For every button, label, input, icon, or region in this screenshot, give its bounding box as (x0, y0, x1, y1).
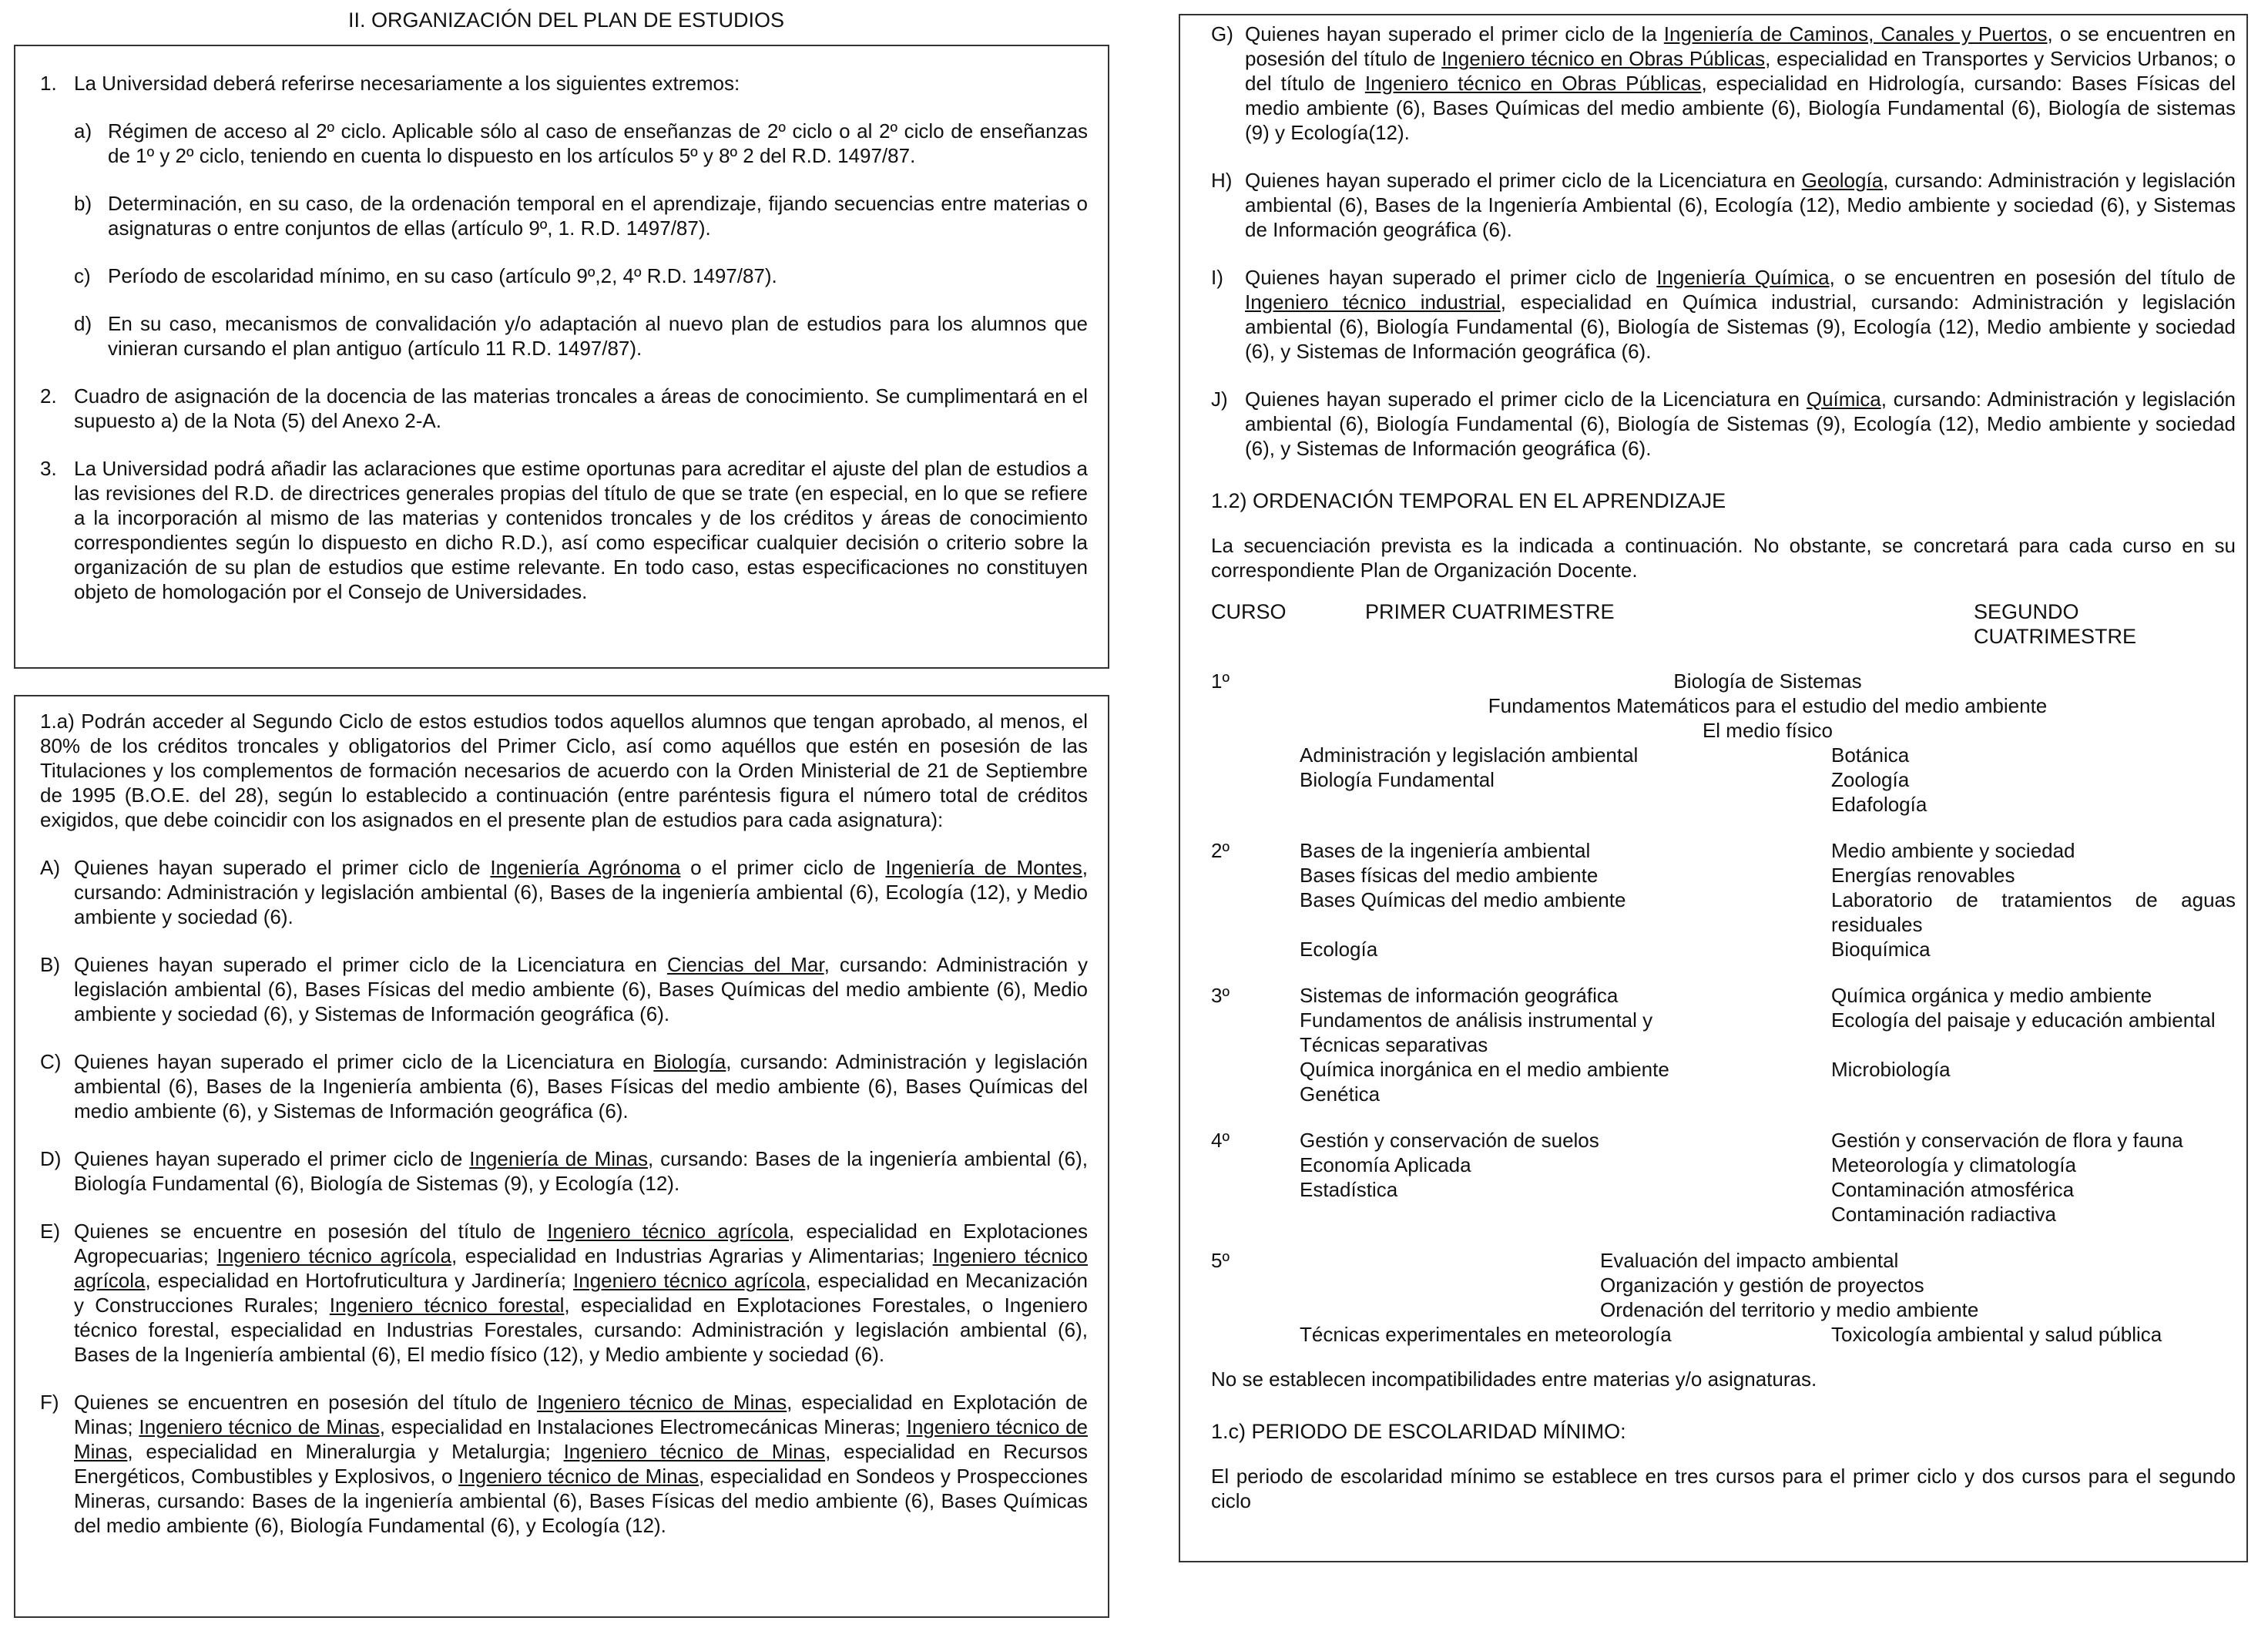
year-1: 1º Biología de Sistemas Fundamentos Matemáticos para el estudio del medio ambiente El medio físico Administración y legislación ambiental Biología Fundamental Botánica Zoología Edafología (1211, 669, 2048, 816)
condition-c: C) Quienes hayan superado el primer ciclo de la Licenciatura en Biología, cursando: Administración y legislación ambiental (6), Bases de la Ingeniería ambienta (6), Bases Físicas del medio ambiente (6), Bases Químicas del medio ambiente (6), y Sistemas de Información geográfica (6). (40, 1050, 1088, 1123)
escolaridad-text: El periodo de escolaridad mínimo se establece en tres cursos para el primer ciclo y dos cursos para el segundo ciclo (1211, 1465, 2236, 1512)
access-conditions (40, 709, 1088, 1538)
section-heading-escolaridad: 1.c) PERIODO DE ESCOLARIDAD MÍNIMO: (1211, 1420, 1626, 1443)
right-column (1211, 22, 2236, 1513)
condition-j: J) Quienes hayan superado el primer ciclo de la Licenciatura en Química, cursando: Administración y legislación ambiental (6), Biología Fundamental (6), Biología de Sistemas (9), Ecología (12), Medio ambiente y sociedad (6), y Sistemas de Información geográfica (6). (1211, 388, 2236, 460)
condition-a: A) Quienes hayan superado el primer ciclo de Ingeniería Agrónoma o el primer ciclo de Ingeniería de Montes, cursando: Administración y legislación ambiental (6), Bases de la ingeniería ambiental (6), Ecología (12), y Medio ambiente y sociedad (6). (40, 856, 1088, 928)
year-3: 3º Sistemas de información geográfica Química orgánica y medio ambiente Fundamentos de análisis instrumental y Técnicas separativas Ecología del paisaje y educación ambiental Química inorgánica en el medio ambiente Microbiología Genética (1211, 984, 2216, 1106)
section-heading-ordenacion: 1.2) ORDENACIÓN TEMPORAL EN EL APRENDIZAJE (1211, 489, 1726, 512)
subitem-a: a) Régimen de acceso al 2º ciclo. Aplicable sólo al caso de enseñanzas de 2º ciclo o al 2º ciclo de enseñanzas de 1º y 2º ciclo, teniendo en cuenta lo dispuesto en los artículos 5º y 8º 2 del R.D. 1497/87. (74, 119, 1088, 167)
subitem-d: d) En su caso, mecanismos de convalidación y/o adaptación al nuevo plan de estudios para los alumnos que vinieran cursando el plan antiguo (artículo 11 R.D. 1497/87). (74, 312, 1088, 360)
instructions-list (40, 71, 1088, 627)
subitem-b: b) Determinación, en su caso, de la ordenación temporal en el aprendizaje, fijando secuencias entre materias o asignaturas o entre conjuntos de ellas (artículo 9º, 1. R.D. 1497/87). (74, 192, 1088, 240)
instruction-item-2: 2. Cuadro de asignación de la docencia de las materias troncales a áreas de conocimiento. Se cumplimentará en el supuesto a) de la Nota (5) del Anexo 2-A. (40, 384, 1088, 432)
condition-i: I) Quienes hayan superado el primer ciclo de Ingeniería Química, o se encuentren en posesión del título de Ingeniero técnico industrial, especialidad en Química industrial, cursando: Administración y legislación ambiental (6), Biología Fundamental (6), Biología de Sistemas (9), Ecología (12), Medio ambiente y sociedad (6), y Sistemas de Información geográfica (6). (1211, 266, 2236, 363)
year-5: 5º Evaluación del impacto ambiental Organización y gestión de proyectos Ordenación del territorio y medio ambiente Técnicas experimentales en meteorología Toxicología ambiental y salud pública (1211, 1249, 2162, 1346)
subitem-c: c) Período de escolaridad mínimo, en su caso (artículo 9º,2, 4º R.D. 1497/87). (74, 264, 777, 287)
instruction-item-1: 1. La Universidad deberá referirse necesariamente a los siguientes extremos: a) Régimen de acceso al 2º ciclo. Aplicable sólo al caso de enseñanzas de 2º ciclo o al 2º ciclo de enseñanzas de 1º y 2º ciclo, teniendo en cuenta lo dispuesto en los artículos 5º y 8º 2 del R.D. 1497/87. b) Determinación, en su caso, de la ordenación temporal en el aprendizaje, fijando secuencias entre materias o asignaturas o entre conjuntos de ellas (artículo 9º, 1. R.D. 1497/87). c) Período de escolaridad mínimo, en su caso (artículo 9º,2, 4º R.D. 1497/87). d) En su caso, mecanismos de convalidación y/o adaptación al nuevo plan de estudios para los alumnos que vinieran cursando el plan antiguo (artículo 11 R.D. 1497/87). (40, 72, 1088, 360)
year-2: 2º Bases de la ingeniería ambiental Medio ambiente y sociedad Bases físicas del medio ambiente Energías renovables Bases Químicas del medio ambiente Laboratorio de tratamientos de aguas residuales Ecología Bioquímica (1211, 839, 2236, 961)
sequence-text: La secuenciación prevista es la indicada a continuación. No obstante, se concretará para cada curso en su correspondiente Plan de Organización Docente. (1211, 534, 2236, 582)
condition-e: E) Quienes se encuentre en posesión del título de Ingeniero técnico agrícola, especialidad en Explotaciones Agropecuarias; Ingeniero técnico agrícola, especialidad en Industrias Agrarias y Alimentarias; Ingeniero técnico agrícola, especialidad en Hortofruticultura y Jardinería; Ingeniero técnico agrícola, especialidad en Mecanización y Construcciones Rurales; Ingeniero técnico forestal, especialidad en Explotaciones Forestales, o Ingeniero técnico forestal, especialidad en Industrias Forestales, cursando: Administración y legislación ambiental (6), Bases de la Ingeniería ambiental (6), El medio físico (12), y Medio ambiente y sociedad (6). (40, 1220, 1089, 1366)
year-4: 4º Gestión y conservación de suelos Economía Aplicada Estadística Gestión y conservación de flora y fauna Meteorología y climatología Contaminación atmosférica Contaminación radiactiva (1211, 1129, 2183, 1226)
instruction-item-3: 3. La Universidad podrá añadir las aclaraciones que estime oportunas para acreditar el ajuste del plan de estudios a las revisiones del R.D. de directrices generales propias del título de que se trate (en especial, en lo que se refiere a la incorporación al mismo de las materias y contenidos troncales y de los créditos y áreas de conocimiento correspondientes según lo dispuesto en dicho R.D.), así como especificar cualquier decisión o criterio sobre la organización de su plan de estudios que estime relevante. En todo caso, estas especificaciones no constituyen objeto de homologación por el Consejo de Universidades. (40, 457, 1088, 603)
page-title: II. ORGANIZACIÓN DEL PLAN DE ESTUDIOS (347, 8, 785, 32)
condition-g: G) Quienes hayan superado el primer ciclo de la Ingeniería de Caminos, Canales y Puertos, o se encuentren en posesión del título de Ingeniero técnico en Obras Públicas, especialidad en Transportes y Servicios Urbanos; o del título de Ingeniero técnico en Obras Públicas, especialidad en Hidrología, cursando: Bases Físicas del medio ambiente (6), Bases Químicas del medio ambiente (6), Biología Fundamental (6), Biología de sistemas (9) y Ecología(12). (1211, 22, 2236, 144)
condition-h: H) Quienes hayan superado el primer ciclo de la Licenciatura en Geología, cursando: Administración y legislación ambiental (6), Bases de la Ingeniería Ambiental (6), Ecología (12), Medio ambiente y sociedad (6), y Sistemas de Información geográfica (6). (1211, 169, 2236, 241)
condition-f: F) Quienes se encuentren en posesión del título de Ingeniero técnico de Minas, especialidad en Explotación de Minas; Ingeniero técnico de Minas, especialidad en Instalaciones Electromecánicas Mineras; Ingeniero técnico de Minas, especialidad en Mineralurgia y Metalurgia; Ingeniero técnico de Minas, especialidad en Recursos Energéticos, Combustibles y Explosivos, o Ingeniero técnico de Minas, especialidad en Sondeos y Prospecciones Mineras, cursando: Bases de la ingeniería ambiental (6), Bases Físicas del medio ambiente (6), Bases Químicas del medio ambiente (6), Biología Fundamental (6), y Ecología (12). (40, 1391, 1089, 1537)
incompatibilities-text: No se establecen incompatibilidades entre materias y/o asignaturas. (1211, 1368, 1817, 1391)
timetable (1211, 599, 2236, 1347)
condition-b: B) Quienes hayan superado el primer ciclo de la Licenciatura en Ciencias del Mar, cursando: Administración y legislación ambiental (6), Bases Físicas del medio ambiente (6), Bases Químicas del medio ambiente (6), Medio ambiente y sociedad (6), y Sistemas de Información geográfica (6). (40, 953, 1088, 1025)
access-intro: 1.a) Podrán acceder al Segundo Ciclo de estos estudios todos aquellos alumnos que tengan aprobado, al menos, el 80% de los créditos troncales y obligatorios del Primer Ciclo, así como aquéllos que estén en posesión de las Titulaciones y los complementos de formación necesarios de acuerdo con la Orden Ministerial de 21 de Septiembre de 1995 (B.O.E. del 28), según lo establecido a continuación (entre paréntesis figura el número total de créditos exigidos, que debe coincidir con los asignados en el presente plan de estudios para cada asignatura): (40, 710, 1088, 831)
timetable-header: CURSO PRIMER CUATRIMESTRE SEGUNDO CUATRIMESTRE (1211, 600, 2137, 648)
condition-d: D) Quienes hayan superado el primer ciclo de Ingeniería de Minas, cursando: Bases de la ingeniería ambiental (6), Biología Fundamental (6), Biología de Sistemas (9), y Ecología (12). (40, 1147, 1088, 1195)
